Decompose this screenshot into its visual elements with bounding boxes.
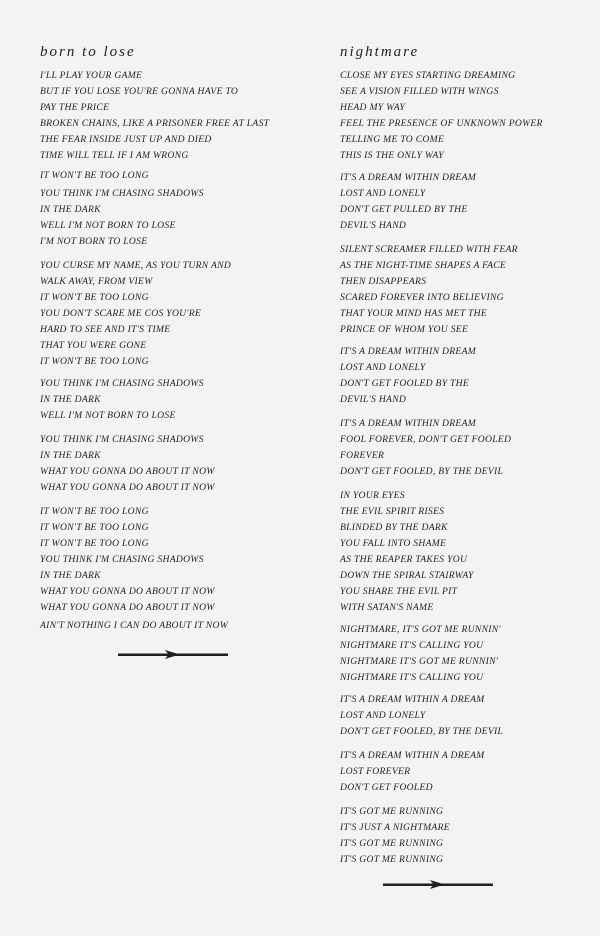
lyric-line: DEVIL'S HAND: [340, 220, 407, 231]
lyric-line: THAT YOU WERE GONE: [40, 340, 147, 351]
song-title: nightmare: [340, 44, 420, 60]
lyric-line: IT WON'T BE TOO LONG: [40, 356, 149, 367]
lyric-line: IN THE DARK: [40, 394, 101, 405]
divider-ornament: [118, 648, 228, 662]
lyric-line: WITH SATAN'S NAME: [340, 602, 434, 613]
lyric-line: IN THE DARK: [40, 570, 101, 581]
lyric-line: FEEL THE PRESENCE OF UNKNOWN POWER: [340, 118, 543, 129]
lyric-line: YOU DON'T SCARE ME COS YOU'RE: [40, 308, 202, 319]
song-title: born to lose: [40, 44, 136, 60]
lyric-line: WELL I'M NOT BORN TO LOSE: [40, 220, 176, 231]
lyric-line: YOU THINK I'M CHASING SHADOWS: [40, 188, 204, 199]
lyric-line: WHAT YOU GONNA DO ABOUT IT NOW: [40, 586, 215, 597]
lyric-line: LOST FOREVER: [340, 766, 411, 777]
lyric-line: HARD TO SEE AND IT'S TIME: [40, 324, 171, 335]
lyric-line: DON'T GET FOOLED, BY THE DEVIL: [340, 466, 504, 477]
lyric-line: CLOSE MY EYES STARTING DREAMING: [340, 70, 516, 81]
lyric-line: NIGHTMARE IT'S GOT ME RUNNIN': [340, 656, 499, 667]
lyric-line: IT'S A DREAM WITHIN DREAM: [340, 418, 477, 429]
lyric-line: IT'S GOT ME RUNNING: [340, 806, 444, 817]
lyric-line: SCARED FOREVER INTO BELIEVING: [340, 292, 504, 303]
lyric-line: FOREVER: [340, 450, 385, 461]
divider-ornament: [383, 878, 493, 892]
lyric-line: WHAT YOU GONNA DO ABOUT IT NOW: [40, 482, 215, 493]
lyric-line: YOU FALL INTO SHAME: [340, 538, 447, 549]
lyric-line: IN YOUR EYES: [340, 490, 405, 501]
lyric-line: LOST AND LONELY: [340, 710, 426, 721]
lyric-line: DON'T GET PULLED BY THE: [340, 204, 468, 215]
lyric-line: BLINDED BY THE DARK: [340, 522, 448, 533]
lyric-line: DON'T GET FOOLED: [340, 782, 433, 793]
lyric-line: NIGHTMARE IT'S CALLING YOU: [340, 640, 484, 651]
lyric-line: THAT YOUR MIND HAS MET THE: [340, 308, 488, 319]
lyric-line: THEN DISAPPEARS: [340, 276, 427, 287]
lyric-line: YOU THINK I'M CHASING SHADOWS: [40, 378, 204, 389]
lyric-line: IT'S GOT ME RUNNING: [340, 838, 444, 849]
lyric-line: LOST AND LONELY: [340, 188, 426, 199]
lyric-line: YOU SHARE THE EVIL PIT: [340, 586, 458, 597]
lyric-line: NIGHTMARE, IT'S GOT ME RUNNIN': [340, 624, 501, 635]
lyric-line: WALK AWAY, FROM VIEW: [40, 276, 153, 287]
lyric-line: AS THE NIGHT-TIME SHAPES A FACE: [340, 260, 507, 271]
lyric-line: THE FEAR INSIDE JUST UP AND DIED: [40, 134, 212, 145]
lyric-line: BUT IF YOU LOSE YOU'RE GONNA HAVE TO: [40, 86, 239, 97]
lyric-line: IT'S JUST A NIGHTMARE: [340, 822, 450, 833]
lyric-line: WHAT YOU GONNA DO ABOUT IT NOW: [40, 602, 215, 613]
lyric-line: IT WON'T BE TOO LONG: [40, 538, 149, 549]
lyric-line: IN THE DARK: [40, 204, 101, 215]
lyric-line: AIN'T NOTHING I CAN DO ABOUT IT NOW: [40, 620, 229, 631]
lyric-line: IN THE DARK: [40, 450, 101, 461]
lyric-line: WHAT YOU GONNA DO ABOUT IT NOW: [40, 466, 215, 477]
lyric-line: SILENT SCREAMER FILLED WITH FEAR: [340, 244, 518, 255]
lyric-line: THIS IS THE ONLY WAY: [340, 150, 444, 161]
lyric-line: YOU THINK I'M CHASING SHADOWS: [40, 554, 204, 565]
lyric-line: YOU THINK I'M CHASING SHADOWS: [40, 434, 204, 445]
lyric-line: HEAD MY WAY: [340, 102, 405, 113]
lyric-line: PAY THE PRICE: [40, 102, 110, 113]
lyric-line: I'LL PLAY YOUR GAME: [40, 70, 143, 81]
lyric-line: IT WON'T BE TOO LONG: [40, 506, 149, 517]
lyric-line: PRINCE OF WHOM YOU SEE: [340, 324, 469, 335]
lyric-line: FOOL FOREVER, DON'T GET FOOLED: [340, 434, 512, 445]
lyric-line: DEVIL'S HAND: [340, 394, 407, 405]
lyric-line: I'M NOT BORN TO LOSE: [40, 236, 148, 247]
lyric-line: BROKEN CHAINS, LIKE A PRISONER FREE AT LAST: [40, 118, 270, 129]
lyric-line: IT WON'T BE TOO LONG: [40, 170, 149, 181]
lyric-line: IT WON'T BE TOO LONG: [40, 522, 149, 533]
lyric-line: SEE A VISION FILLED WITH WINGS: [340, 86, 499, 97]
lyric-line: WELL I'M NOT BORN TO LOSE: [40, 410, 176, 421]
lyric-line: LOST AND LONELY: [340, 362, 426, 373]
lyric-line: TIME WILL TELL IF I AM WRONG: [40, 150, 189, 161]
lyric-line: IT'S A DREAM WITHIN A DREAM: [340, 694, 485, 705]
lyric-line: NIGHTMARE IT'S CALLING YOU: [340, 672, 484, 683]
lyric-line: AS THE REAPER TAKES YOU: [340, 554, 468, 565]
lyric-line: DON'T GET FOOLED BY THE: [340, 378, 470, 389]
lyric-line: IT WON'T BE TOO LONG: [40, 292, 149, 303]
lyric-line: IT'S A DREAM WITHIN DREAM: [340, 346, 477, 357]
lyric-line: IT'S A DREAM WITHIN DREAM: [340, 172, 477, 183]
lyric-line: DON'T GET FOOLED, BY THE DEVIL: [340, 726, 504, 737]
lyric-line: THE EVIL SPIRIT RISES: [340, 506, 445, 517]
lyric-line: DOWN THE SPIRAL STAIRWAY: [340, 570, 474, 581]
lyric-line: IT'S GOT ME RUNNING: [340, 854, 444, 865]
lyric-line: TELLING ME TO COME: [340, 134, 445, 145]
lyric-line: IT'S A DREAM WITHIN A DREAM: [340, 750, 485, 761]
lyric-line: YOU CURSE MY NAME, AS YOU TURN AND: [40, 260, 232, 271]
